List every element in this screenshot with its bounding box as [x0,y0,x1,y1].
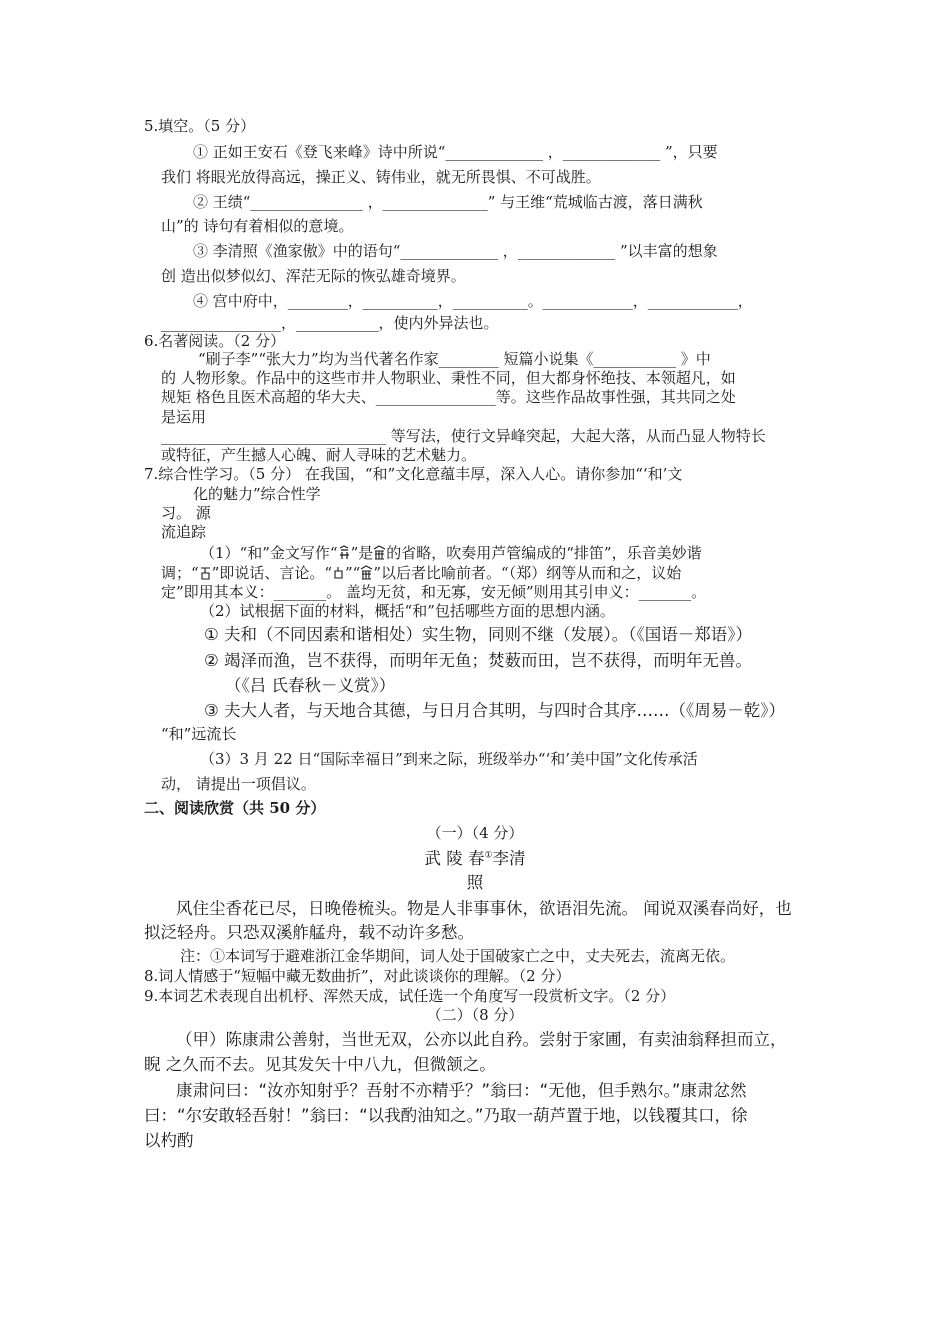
q6-title: 6.名著阅读。（2 分） [144,332,286,350]
q5-line-4: 山”的 诗句有着相似的意境。 [161,217,354,235]
q7-sub1-line-2 [161,563,681,583]
q7-sub1-line-1 [200,543,702,563]
jinwen-mouth-glyph-icon [332,565,345,581]
q8: 8.词人情感于“短幅中藏无数曲折”，对此谈谈你的理解。（2 分） [144,967,571,985]
prose-p2-line-3: 以杓酌 [144,1131,194,1150]
q7-material-2b: （《吕 氏春秋－义赏》） [225,676,396,695]
poem-footnote-mark: ① [484,850,493,861]
q5-line-7: ④ 宫中府中，________，__________，__________。____________，____________， [193,292,753,310]
q5-line-1: ① 正如王安石《登飞来峰》诗中所说“_____________ ，_____________ ”，只要 [193,143,718,161]
prose-p2-line-1: 康肃问曰：“汝亦知射乎？吾射不亦精乎？”翁曰：“无他，但手熟尔。”康肃忿然 [176,1081,747,1100]
q7-material-1: ① 夫和（不同因素和谐相处）实生物，同则不继（发展）。（《国语－郑语》） [204,625,753,644]
q5-title: 5.填空。（5 分） [144,117,256,135]
q5-line-8: ________________，___________，使内外异法也。 [161,314,499,332]
q7-sub1b-post: ”以后者比喻前者。“（郑）纲等从而和之，议始 [373,564,682,582]
q7-material-2a: ② 竭泽而渔，岂不获得，而明年无鱼；焚薮而田，岂不获得，而明年无兽。 [204,651,753,670]
poem-section-title: （一）（4 分） [426,824,524,842]
q7-sub1a-mid: ”是 [350,544,374,562]
q7-line-2: 化的魅力”综合性学 [193,485,321,503]
q7-sub3-line-2: 动， 请提出一项倡议。 [161,775,316,793]
q6-line-3: 规矩 格色且医术高超的华大夫、________________等。这些作品故事性强，其共同之处 [161,388,736,406]
q9: 9.本词艺术表现自出机杼、浑然天成，试任选一个角度写一段赏析文字。（2 分） [144,987,676,1005]
q6-line-5: ______________________________ 等写法，使行文异峰突起，大起大落，从而凸显人物特长 [161,427,766,445]
q5-line-2: 我们 将眼光放得高远，操正义、铸伟业，就无所畏惧、不可战胜。 [161,168,601,186]
q7-sub1b-mid1: ”即说话、言论。“ [211,564,333,582]
jinwen-he-glyph-icon [338,545,351,561]
q5-line-5: ③ 李清照《渔家傲》中的语句“_____________ ，_____________ ”以丰富的想象 [193,242,718,260]
poem-author-tail: 照 [466,873,484,892]
jinwen-flute-glyph-2-icon [360,565,373,581]
q5-line-3: ② 王绩“_______________ ，______________” 与王维“荒城临古渡，落日满秋 [193,193,703,211]
poem-author: 李清 [492,849,526,868]
q6-line-1: “刷子李”“张大力”均为当代著名作家________ 短篇小说集《___________ 》中 [198,350,711,368]
q7-sub2: （2）试根据下面的材料，概括“和”包括哪些方面的思想内涵。 [200,602,615,620]
q7-sub1b-pre: 调；“ [161,564,199,582]
jinwen-speech-glyph-icon [199,565,212,581]
jinwen-flute-glyph-icon [373,545,386,561]
part2-title: 二、阅读欣赏（共 50 分） [144,799,326,817]
q6-line-2: 的 人物形象。作品中的这些市井人物职业、秉性不同，但大都身怀绝技、本领超凡，如 [161,369,736,387]
prose-section-title: （二）（8 分） [426,1006,524,1024]
q7-title: 7.综合性学习。（5 分） 在我国，“和”文化意蕴丰厚，深入人心。请你参加“‘和’文 [144,465,683,483]
q6-line-4: 是运用 [161,408,207,426]
q7-sub3-line-1: （3）3 月 22 日“国际幸福日”到来之际，班级举办“‘和’美中国”文化传承活 [200,750,698,768]
q7-sub1b-mid2: ”“ [345,564,361,582]
poem-text-line-1: 风住尘香花已尽，日晚倦梳头。物是人非事事休，欲语泪先流。 闻说双溪春尚好，也 [176,899,792,918]
q7-yuan-liu-chang: “和”远流长 [161,725,237,743]
prose-p1-line-2: 睨 之久而不去。见其发矢十中八九，但微颔之。 [144,1055,496,1074]
q7-line-3: 习。 源 [161,504,211,522]
prose-p1-line-1: （甲）陈康肃公善射，当世无双，公亦以此自矜。尝射于家圃，有卖油翁释担而立， [176,1030,787,1049]
q5-line-6: 创 造出似梦似幻、浑茫无际的恢弘雄奇境界。 [161,267,466,285]
q7-line-4: 流追踪 [161,523,207,541]
poem-text-line-2: 拟泛轻舟。只恐双溪舴艋舟，载不动许多愁。 [144,923,474,942]
q7-sub1a-pre: （1）“和”金文写作“ [200,544,338,562]
poem-title-text: 武 陵 春 [424,849,485,868]
q7-material-3: ③ 夫大人者，与天地合其德，与日月合其明，与四时合其序……（《周易－乾》） [204,701,786,720]
poem-title [0,847,950,871]
q7-sub1-line-3: 定”即用其本义：_______。 盖均无贫，和无寡，安无倾”则用其引申义：_______。 [161,583,707,601]
q6-line-6: 或特征，产生撼人心魄、耐人寻味的艺术魅力。 [161,446,477,464]
q7-sub1a-post: 的省略，吹奏用芦管编成的“排笛”，乐音美妙谐 [386,544,702,562]
prose-p2-line-2: 曰：“尔安敢轻吾射！”翁曰：“以我酌油知之。”乃取一葫芦置于地，以钱覆其口，徐 [144,1106,748,1125]
poem-note: 注：①本词写于避难浙江金华期间，词人处于国破家亡之中，丈夫死去，流离无依。 [180,947,736,965]
